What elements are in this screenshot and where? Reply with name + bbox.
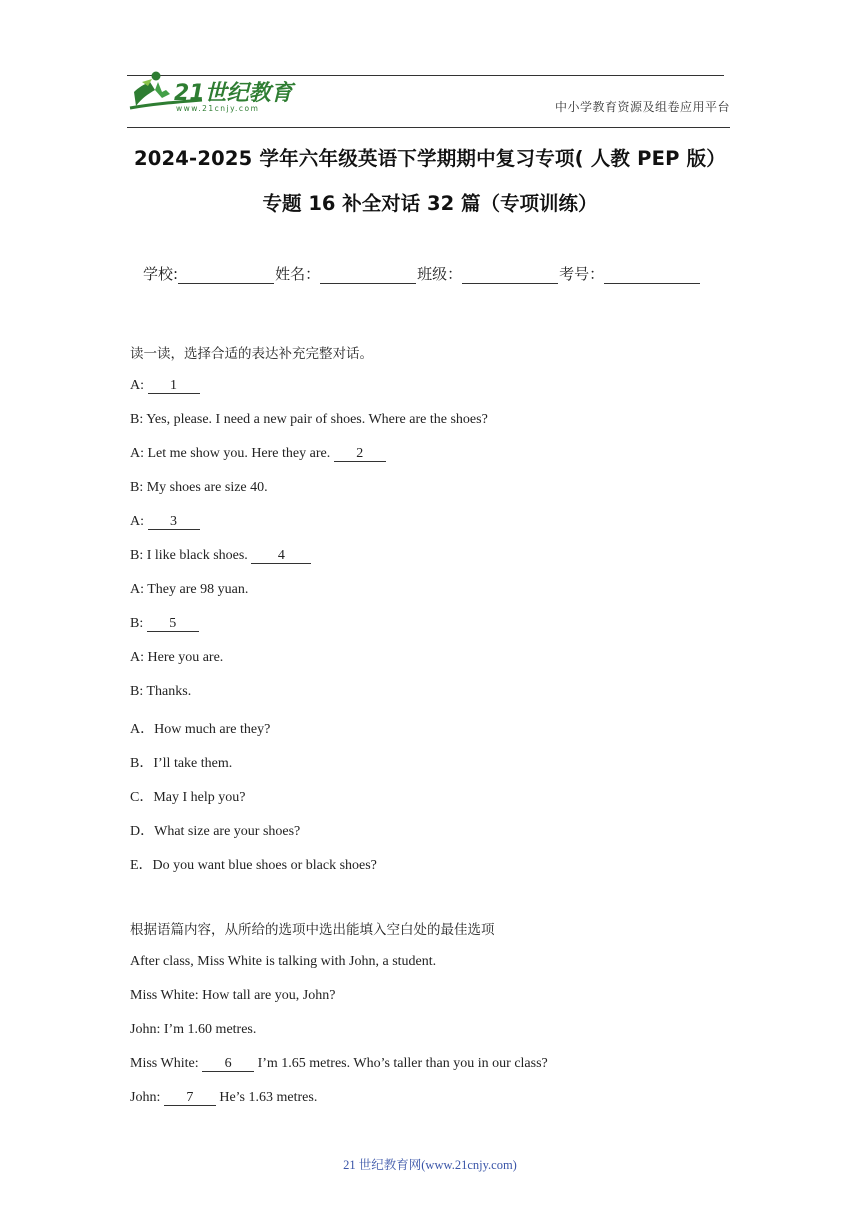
dialogue-line: A: 3	[130, 514, 200, 530]
document-subtitle: 专题 16 补全对话 32 篇（专项训练）	[262, 192, 598, 215]
section2-instruction: 根据语篇内容，从所给的选项中选出能填入空白处的最佳选项	[130, 922, 495, 938]
dialogue-line: B: My shoes are size 40.	[130, 480, 268, 495]
site-logo	[122, 68, 297, 118]
svg-text:21世纪教育: 21世纪教育	[174, 81, 293, 106]
dialogue-line: John: I’m 1.60 metres.	[130, 1022, 257, 1037]
exam-number-label: 考号：	[559, 265, 605, 283]
class-label: 班级：	[417, 265, 463, 283]
dialogue-line: Miss White: How tall are you, John?	[130, 988, 336, 1003]
section1-instruction: 读一读，选择合适的表达补充完整对话。	[130, 346, 373, 362]
dialogue-line: John: 7 He’s 1.63 metres.	[130, 1090, 318, 1105]
dialogue-line: Miss White: 6 I’m 1.65 metres. Who’s taller than you in our class?	[130, 1056, 548, 1071]
option-b: B．I’ll take them.	[130, 756, 233, 771]
dialogue-line: B: Thanks.	[130, 684, 192, 699]
answer-blank[interactable]: 4	[251, 549, 311, 564]
answer-blank[interactable]: 3	[148, 515, 200, 530]
document-title: 2024-2025 学年六年级英语下学期期中复习专项( 人教 PEP 版）	[133, 147, 726, 170]
dialogue-line: B: 5	[130, 616, 199, 632]
answer-blank[interactable]: 7	[164, 1091, 216, 1106]
class-blank[interactable]	[462, 267, 558, 284]
dialogue-line: After class, Miss White is talking with John, a student.	[130, 954, 437, 969]
answer-blank[interactable]: 2	[334, 447, 386, 462]
dialogue-line: A: They are 98 yuan.	[130, 582, 249, 597]
name-label: 姓名：	[275, 265, 321, 283]
header-bottom-rule	[127, 127, 730, 128]
dialogue-line: A: Let me show you. Here they are. 2	[130, 446, 386, 462]
school-label: 学校:	[143, 265, 179, 283]
page-footer: 21 世纪教育网(www.21cnjy.com)	[343, 1158, 517, 1172]
option-e: E．Do you want blue shoes or black shoes?	[130, 858, 377, 873]
answer-blank[interactable]: 1	[148, 379, 200, 394]
runner-logo-icon	[122, 68, 297, 118]
student-info-row	[143, 263, 701, 284]
page-header	[0, 0, 860, 140]
exam-number-blank[interactable]	[604, 267, 700, 284]
name-blank[interactable]	[320, 267, 416, 284]
platform-slogan: 中小学教育资源及组卷应用平台	[554, 100, 730, 114]
school-blank[interactable]	[178, 267, 274, 284]
dialogue-line: A: 1	[130, 378, 200, 394]
answer-blank[interactable]: 5	[147, 617, 199, 632]
option-a: A．How much are they?	[130, 722, 271, 737]
svg-text:www.21cnjy.com: www.21cnjy.com	[176, 104, 260, 113]
dialogue-line: A: Here you are.	[130, 650, 224, 665]
option-d: D．What size are your shoes?	[130, 824, 301, 839]
option-c: C．May I help you?	[130, 790, 246, 805]
dialogue-line: B: Yes, please. I need a new pair of shoes. Where are the shoes?	[130, 412, 488, 427]
dialogue-line: B: I like black shoes. 4	[130, 548, 311, 564]
answer-blank[interactable]: 6	[202, 1057, 254, 1072]
